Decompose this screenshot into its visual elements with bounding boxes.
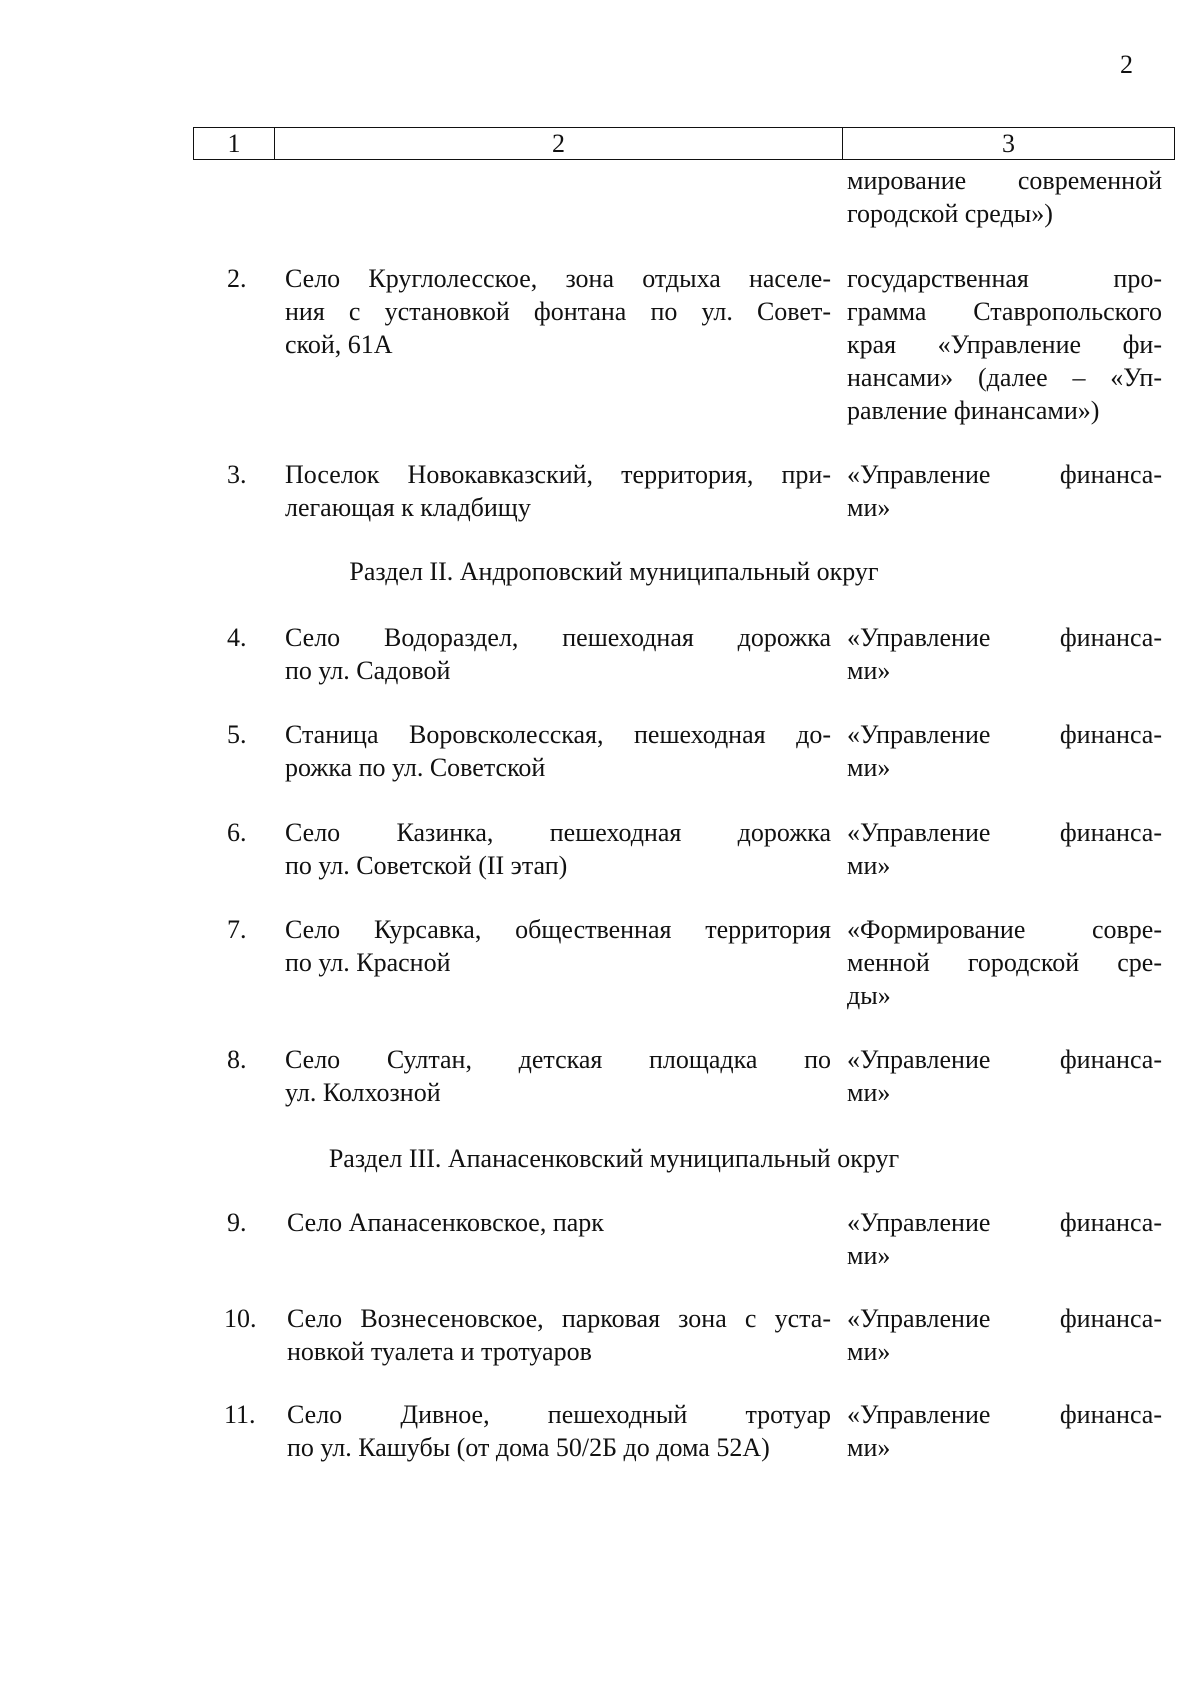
row-number: 10. [224,1304,257,1333]
text-line: городской среды») [847,199,1053,228]
row-number: 8. [227,1045,247,1074]
row-number: 4. [227,623,247,652]
text-line: менной городской сре- [847,948,1162,977]
text-line: Станица Воровсколесская, пешеходная до- [285,720,831,749]
header-col-2: 2 [275,128,843,159]
row-location [285,718,831,784]
text-line: «Управление финанса- [847,1045,1162,1074]
text-line: «Управление финанса- [847,460,1162,489]
row-program [847,621,1162,687]
text-line: мирование современной [847,166,1162,195]
row-number: 5. [227,720,247,749]
text-line: по ул. Кашубы (от дома 50/2Б до дома 52А) [287,1433,770,1462]
section-title: Раздел III. Апанасенковский муниципальный округ [328,1144,900,1173]
text-line: ми» [847,1433,891,1462]
row-program [847,718,1162,784]
text-line: Село Казинка, пешеходная дорожка [285,818,831,847]
text-line: Село Водораздел, пешеходная дорожка [285,623,831,652]
text-line: ми» [847,851,891,880]
text-line: «Управление финанса- [847,1400,1162,1429]
text-line: «Управление финанса- [847,1208,1162,1237]
text-line: ми» [847,1241,891,1270]
text-line: по ул. Советской (II этап) [285,851,568,880]
text-line: Село Дивное, пешеходный тротуар [287,1400,831,1429]
row-number: 7. [227,915,247,944]
text-line: ми» [847,493,891,522]
continuation-col3 [847,164,1162,230]
text-line: ния с установкой фонтана по ул. Совет- [285,297,831,326]
text-line: ми» [847,1078,891,1107]
text-line: Село Султан, детская площадка по [285,1045,831,1074]
text-line: ми» [847,753,891,782]
text-line: Село Вознесеновское, парковая зона с уста- [287,1304,831,1333]
header-col-3: 3 [1002,128,1015,158]
text-line: ми» [847,656,891,685]
text-line: «Управление финанса- [847,1304,1162,1333]
text-line: края «Управление фи- [847,330,1162,359]
text-line: государственная про- [847,264,1162,293]
text-line: рожка по ул. Советской [285,753,546,782]
row-number: 2. [227,264,247,293]
row-location [285,262,831,361]
row-location [285,621,831,687]
text-line: «Управление финанса- [847,720,1162,749]
text-line: легающая к кладбищу [285,493,531,522]
row-program [847,1302,1162,1368]
text-line: по ул. Красной [285,948,451,977]
text-line: «Управление финанса- [847,818,1162,847]
row-program [847,1043,1162,1109]
row-location [285,458,831,524]
row-number: 6. [227,818,247,847]
row-location [285,913,831,979]
text-line: ской, 61А [285,330,393,359]
text-line: «Управление финанса- [847,623,1162,652]
row-program [847,458,1162,524]
row-program [847,816,1162,882]
section-heading [0,555,1200,588]
row-location [287,1206,833,1239]
row-location [287,1398,831,1464]
text-line: равление финансами») [847,396,1100,425]
text-line: ми» [847,1337,891,1366]
table-header-row [193,127,1175,160]
row-number: 3. [227,460,247,489]
page-number: 2 [1120,50,1133,79]
text-line: Село Круглолесское, зона отдыха населе- [285,264,831,293]
text-line: «Формирование совре- [847,915,1162,944]
text-line: Село Курсавка, общественная территория [285,915,831,944]
text-line: по ул. Садовой [285,656,451,685]
row-location [287,1302,831,1368]
row-program [847,913,1162,1012]
text-line: Поселок Новокавказский, территория, при- [285,460,831,489]
row-program [847,1398,1162,1464]
row-location [285,816,831,882]
row-location [285,1043,831,1109]
text-line: ды» [847,981,891,1010]
text-line: грамма Ставропольского [847,297,1162,326]
row-number: 11. [224,1400,256,1429]
section-title: Раздел II. Андроповский муниципальный округ [349,557,879,586]
text-line: ул. Колхозной [285,1078,441,1107]
row-program [847,1206,1162,1272]
text-line: новкой туалета и тротуаров [287,1337,592,1366]
text-line: Село Апанасенковское, парк [287,1208,604,1237]
text-line: нансами» (далее – «Уп- [847,363,1162,392]
header-col-1: 1 [194,128,275,159]
row-number: 9. [227,1208,247,1237]
section-heading [0,1142,1200,1175]
row-program [847,262,1162,427]
